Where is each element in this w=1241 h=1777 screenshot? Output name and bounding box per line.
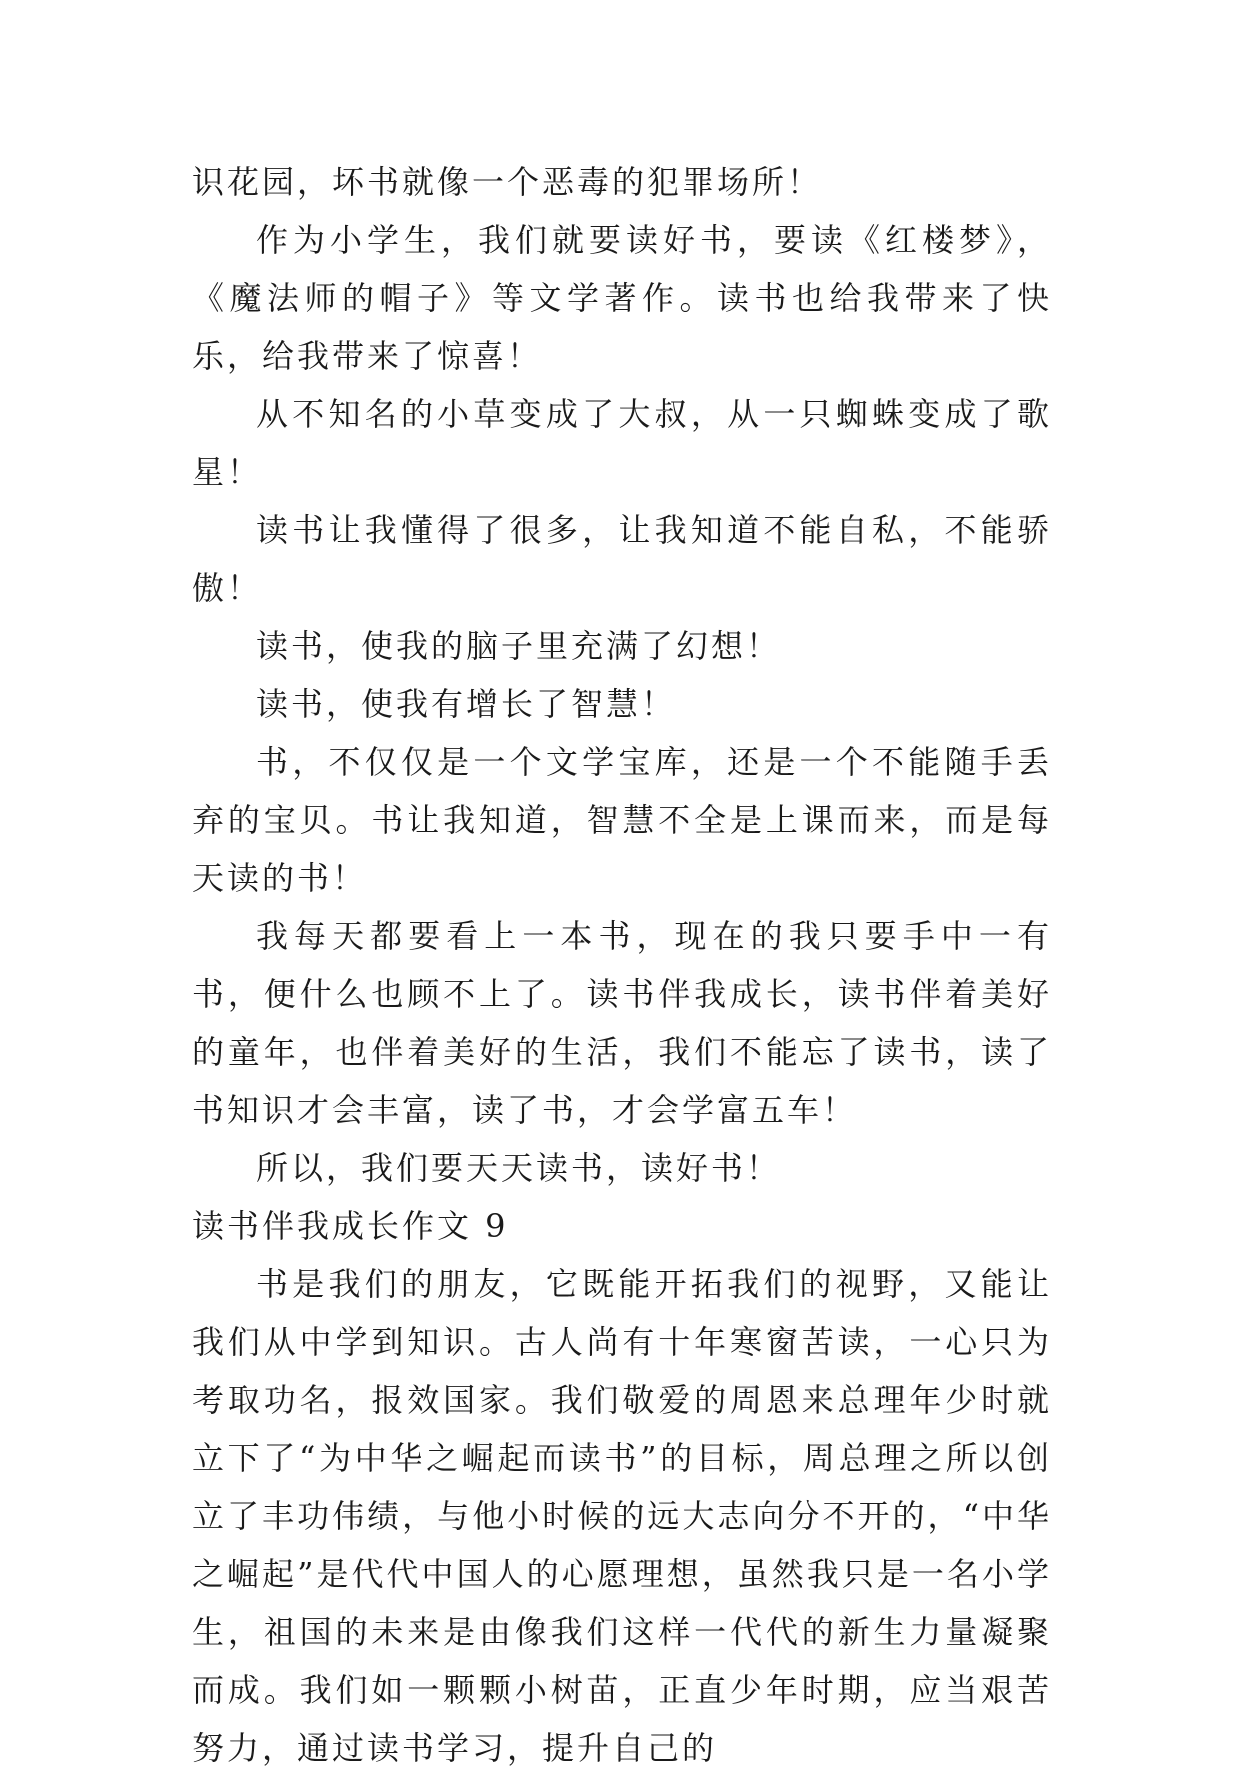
paragraph: 读书，使我有增长了智慧！ — [256, 685, 677, 723]
paragraph: 识花园，坏书就像一个恶毒的犯罪场所！ — [192, 163, 823, 201]
paragraph: 从不知名的小草变成了大叔，从一只蜘蛛变成了歌星！ — [192, 395, 1052, 491]
paragraph: 所以，我们要天天读书，读好书！ — [256, 1149, 782, 1187]
document-body — [192, 153, 1052, 1777]
paragraph: 书，不仅仅是一个文学宝库，还是一个不能随手丢弃的宝贝。书让我知道，智慧不全是上课而来，而是每天读的书！ — [192, 743, 1052, 897]
paragraph: 读书让我懂得了很多，让我知道不能自私，不能骄傲！ — [192, 511, 1052, 607]
paragraph: 书是我们的朋友，它既能开拓我们的视野，又能让我们从中学到知识。古人尚有十年寒窗苦读，一心只为考取功名，报效国家。我们敬爱的周恩来总理年少时就立下了“为中华之崛起而读书”的目标，周总理之所以创立了丰功伟绩，与他小时候的远大志向分不开的，“中华之崛起”是代代中国人的心愿理想，虽然我只是一名小学生，祖国的未来是由像我们这样一代代的新生力量凝聚而成。我们如一颗颗小树苗，正直少年时期，应当艰苦努力，通过读书学习，提升自己的 — [192, 1265, 1052, 1767]
section-heading: 读书伴我成长作文 9 — [192, 1207, 509, 1245]
paragraph: 我每天都要看上一本书，现在的我只要手中一有书，便什么也顾不上了。读书伴我成长，读书伴着美好的童年，也伴着美好的生活，我们不能忘了读书，读了书知识才会丰富，读了书，才会学富五车！ — [192, 917, 1052, 1129]
paragraph: 读书，使我的脑子里充满了幻想！ — [256, 627, 782, 665]
paragraph: 作为小学生，我们就要读好书，要读《红楼梦》，《魔法师的帽子》等文学著作。读书也给我带来了快乐，给我带来了惊喜！ — [192, 221, 1052, 375]
